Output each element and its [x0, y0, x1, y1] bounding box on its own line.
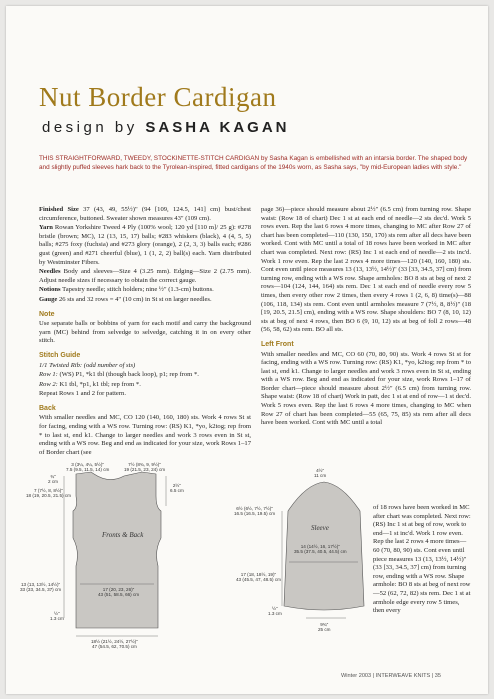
- needles-text: Body and sleeves—Size 4 (3.25 mm). Edging—Size 2 (2.75 mm). Adjust needle sizes if necessary to obtain the correct gauge.: [39, 268, 251, 284]
- dim-left-2-in: 7 (7½, 8, 8½)": [33, 488, 63, 493]
- fronts-back-label: Fronts & Back: [102, 531, 144, 539]
- dim-top-1-cm: 7.5 (9.5, 11.5, 14) cm: [66, 467, 110, 473]
- notions-text: Tapestry needle; stitch holders; nine ½" (1.3-cm) buttons.: [62, 286, 214, 294]
- repeat-line: Repeat Rows 1 and 2 for pattern.: [39, 390, 126, 398]
- sleeve-dim-mid-in: 14 (14½, 16, 17½)": [300, 544, 340, 549]
- sleeve-dim-left-1-cm: 16.5 (16.5, 19.5) cm: [234, 511, 276, 517]
- dim-left-4-in: ½": [54, 611, 60, 616]
- notions-label: Notions: [39, 286, 61, 294]
- sleeve-dim-bot: [318, 622, 331, 632]
- sleeve-dim-left-3: [268, 606, 282, 616]
- dim-left-4: [50, 611, 64, 621]
- sleeve-dim-left-1-in: 6½ (6½, 7½, 7½)": [236, 506, 273, 511]
- dim-top-1: [66, 462, 109, 472]
- sleeve-dim-top: [314, 468, 326, 478]
- sleeve-dim-top-in: 4½": [316, 468, 325, 473]
- fronts-back-schematic: [73, 472, 161, 628]
- intro-paragraph: THIS STRAIGHTFORWARD, TWEEDY, STOCKINETTE-STITCH CARDIGAN by Sasha Kagan is embellished with an intarsia border. The shaped body and slightly puffed sleeves hark back to the Tyrolean-inspired, fitted cardigans of the 1940s worn, as Sasha says, "by mid-European ladies with style.": [39, 155, 468, 172]
- author-name: SASHA KAGAN: [145, 119, 290, 136]
- row1-label: Row 1:: [39, 371, 58, 379]
- back-continued-text: page 36)—piece should measure about 2½" (6.5 cm) from turning row. Shape waist: (Row 18 of chart) Dec 1 st at each end of needle—2 sts dec'd. Work 5 rows even. Rep the last 6 rows 4 more times, changing to MC after Row 27 of chart has been completed—110 (130, 150, 170) sts rem after all decs have been worked. Cont with MC until a total of 18 rows have been worked in MC after chart was completed. Next row: (RS) Inc 1 st each end of needle—2 sts inc'd. Work 1 row even. Rep the last 2 rows 4 more times—120 (140, 160, 180) sts. Cont even until piece measures 13 (13, 13½, 14½)" (33 [33, 34.5, 37] cm) from turning row, ending with a WS row. Shape armholes: BO 8 sts at beg of next 2 rows—104 (124, 144, 164) sts rem. Dec 1 st each end of needle every row 5 times, then every other row 2 times, then every 4 rows 1 (2, 6, 8) time(s)—88 (106, 118, 134) sts rem. Cont even until armholes measure 7 (7½, 8, 8½)" (18 [19, 20.5, 21.5] cm), ending with a WS row. Shape shoulders: BO 7 (8, 10, 12) sts at beg of next 4 rows, then BO 6 (9, 10, 12) sts at beg of foll 2 rows—48 (56, 58, 62) sts rem. BO all sts.: [261, 206, 471, 334]
- sleeve-dim-left-1: [234, 506, 275, 516]
- dim-right-1-in: 2½": [172, 483, 181, 488]
- dim-bot-1: [98, 587, 139, 597]
- sleeve-dim-left-3-cm: 1.3 cm: [268, 611, 282, 617]
- sleeve-dim-left-3-in: ½": [272, 606, 278, 611]
- sleeve-label: Sleeve: [311, 524, 329, 532]
- sleeve-dim-mid: [294, 544, 347, 554]
- row2-text: K1 tbl, *p1, k1 tbl; rep from *.: [59, 380, 141, 388]
- page-footer: Winter 2003 | INTERWEAVE KNITS | 35: [341, 673, 441, 679]
- needles-label: Needles: [39, 268, 61, 276]
- dim-right-1-cm: 6.5 cm: [170, 488, 184, 494]
- dim-top-1-in: 3 (3¼, 4¼, 5½)": [71, 462, 105, 467]
- dim-left-3: [20, 582, 61, 592]
- back-heading: Back: [39, 404, 56, 412]
- dim-left-4-cm: 1.3 cm: [50, 616, 64, 622]
- dim-left-1: [48, 474, 58, 484]
- sleeve-dim-bot-cm: 25 cm: [318, 627, 331, 633]
- dim-top-2-in: 7½ (8¾, 9, 9½)": [128, 462, 161, 467]
- magazine-page: [6, 6, 488, 694]
- sleeve-dim-top-cm: 11 cm: [314, 473, 327, 479]
- finished-size-text: 37 (43, 49, 55½)" (94 [109, 124.5, 141] cm) bust/chest circumference, buttoned. Sweater shown measures 43" (109 cm).: [39, 206, 252, 222]
- dim-bot-2-in: 18½ (21½, 24½, 27½)": [91, 639, 138, 644]
- note-text: Use separate balls or bobbins of yarn for each motif and carry the background yarn (MC) behind from selvedge to selvedge, catching it in on every other stitch.: [39, 320, 251, 345]
- dim-bot-2-cm: 47 (54.5, 62, 70.5) cm: [91, 644, 137, 650]
- note-heading: Note: [39, 310, 55, 318]
- page-title: Nut Border Cardigan: [39, 82, 277, 112]
- sleeve-dim-mid-cm: 35.5 (37.5, 40.5, 44.5) cm: [294, 549, 347, 555]
- row1-text: (WS) P1, *k1 tbl (though back loop), p1; rep from *.: [59, 371, 199, 379]
- dim-left-3-in: 13 (13, 13½, 14½)": [20, 582, 61, 587]
- dim-bot-1-cm: 43 (51, 58.5, 66) cm: [98, 592, 140, 598]
- dim-right-1: [170, 483, 184, 493]
- dim-left-2-cm: 18 (19, 20.5, 21.5) cm: [26, 493, 71, 499]
- dim-top-2: [124, 462, 165, 472]
- left-front-continued-text: of 18 rows have been worked in MC after chart was completed. Next row: (RS) Inc 1 st at beg of row, work to end—1 st inc'd. Work 1 row even. Rep the last 2 rows 4 more times—60 (70, 80, 90) sts. Cont even until piece measures 13 (13, 13½, 14½)" (33 [33, 34.5, 37] cm) from turning row, ending with a WS row. Shape armhole: BO 8 sts at beg of next row—52 (62, 72, 82) sts rem. Dec 1 st at armhole edge every row 5 times, then every: [373, 504, 471, 615]
- left-front-heading: Left Front: [261, 340, 294, 348]
- design-by-label: design by: [42, 119, 138, 136]
- dim-bot-2: [91, 639, 138, 649]
- gauge-text: 26 sts and 32 rows = 4" (10 cm) in St st on larger needles.: [58, 295, 212, 303]
- stitch-guide-heading: Stitch Guide: [39, 351, 81, 359]
- dim-left-3-cm: 33 (33, 34.5, 37) cm: [20, 587, 62, 593]
- dim-top-2-cm: 19 (21.5, 23, 24) cm: [124, 467, 166, 473]
- dim-bot-1-in: 17 (20, 23, 26)": [102, 587, 135, 592]
- gauge-label: Gauge: [39, 295, 58, 303]
- dim-left-2: [26, 488, 71, 498]
- sleeve-dim-left-2: [236, 572, 281, 582]
- sleeve-dim-left-2-in: 17 (18, 18½, 19)": [240, 572, 277, 577]
- yarn-label: Yarn: [39, 224, 53, 232]
- back-text: With smaller needles and MC, CO 120 (140, 160, 180) sts. Work 4 rows St st for facing, ending with a WS row. Turning row: (RS) K1, *yo, k2tog; rep from * to last st, end k1. Change to larger needles and work 3 rows even in St st, ending with a WS row. Beg and end as indicated for your size, work Rows 1–17 of Border chart (see: [39, 414, 251, 456]
- left-front-text: With smaller needles and MC, CO 60 (70, 80, 90) sts. Work 4 rows St st for facing, ending with a WS row. Turning row: (RS) K1, *yo, k2tog; rep from * to last st, end k1. Change to larger needles and work 3 rows even in St st, ending with a WS row. Beg and end as indicated for your size, work Rows 1–17 of Border chart—piece should measure about 2½" (6.5 cm) from turning row. Shape waist: (Row 18 of chart) Work in patt, dec 1 st at end of row—1 st dec'd. Work 5 rows even. Rep the last 6 rows 4 more times, changing to MC when Row 27 of chart has been completed—55 (65, 75, 85) sts rem after all decs have been worked. Cont with MC until a total: [261, 350, 471, 427]
- sleeve-dim-left-2-cm: 43 (45.5, 47, 48.5) cm: [236, 577, 281, 583]
- dim-left-1-in: ¾": [50, 474, 56, 479]
- twisted-rib-line: 1/1 Twisted Rib: (odd number of sts): [39, 361, 136, 369]
- finished-size-label: Finished Size: [39, 206, 79, 213]
- dim-left-1-cm: 2 cm: [48, 479, 58, 485]
- yarn-text: Rowan Yorkshire Tweed 4 Ply (100% wool; 120 yd [110 m]/ 25 g): #278 bristle (brown; MC), 12 (13, 15, 17) balls; #283 whiskers (black), 4 (4, 5, 5) balls; #275 foxy (fuchsia) and #273 glory (orange), 2 (2, 3, 3) balls each; #286 gust (green) and #271 cheerful (blue), 1 (1, 2, 2) ball(s) each. Yarn distributed by Westminster Fibers.: [39, 224, 251, 266]
- sleeve-dim-bot-in: 9¾": [320, 622, 329, 627]
- row2-label: Row 2:: [39, 380, 58, 388]
